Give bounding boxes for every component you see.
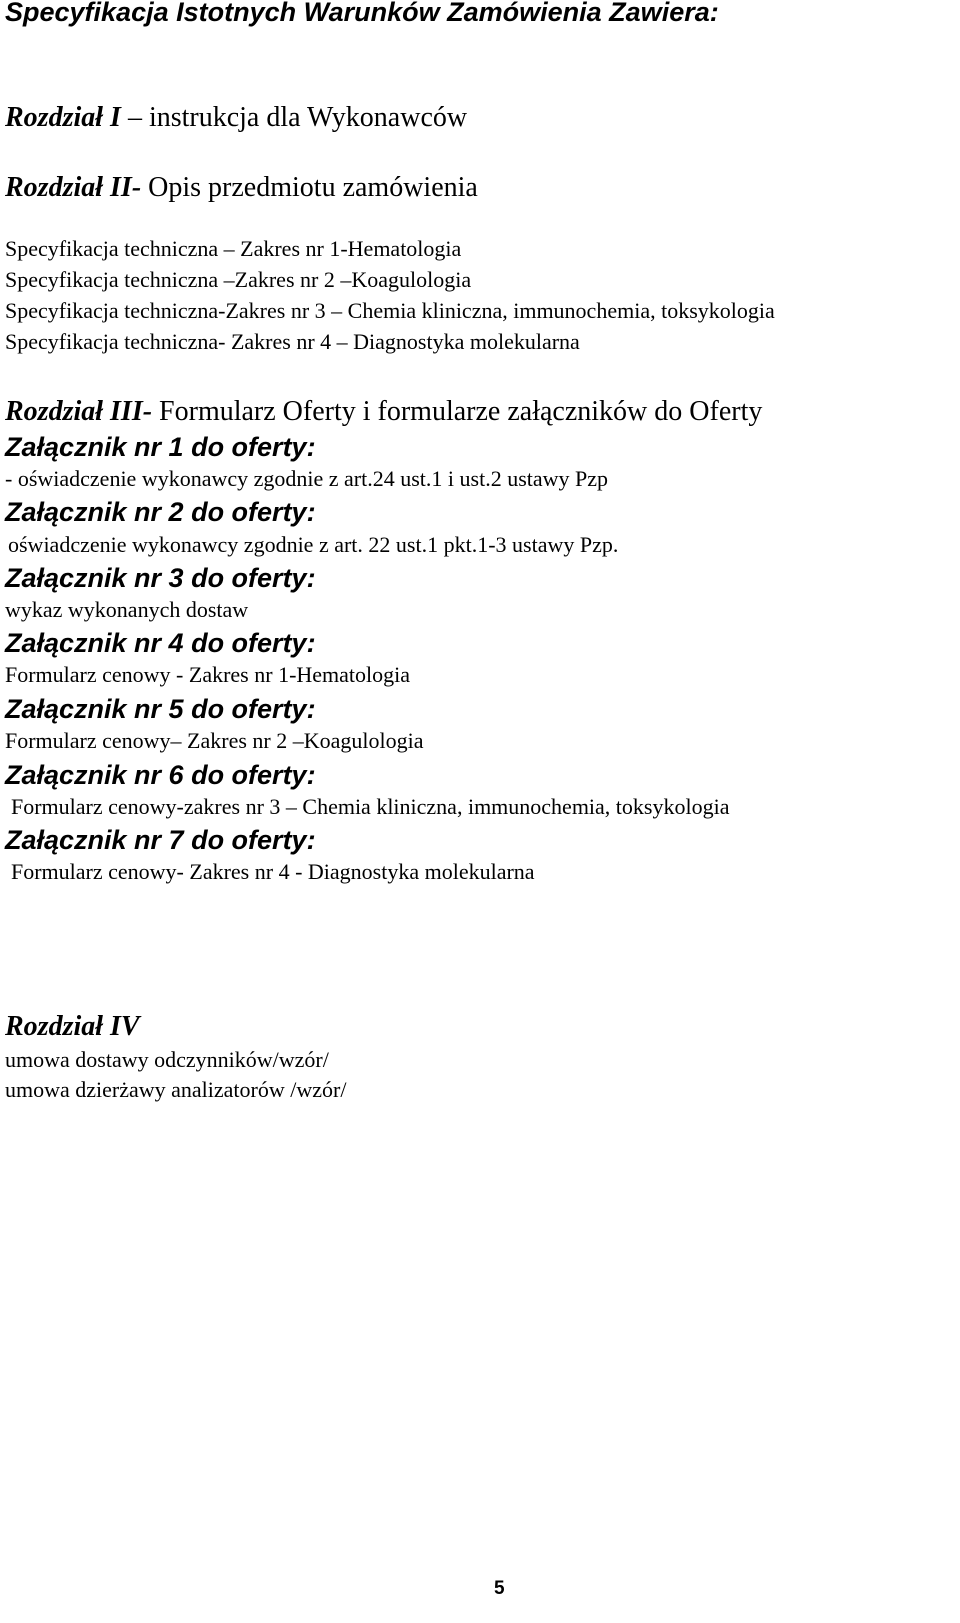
attachment-3-desc: wykaz wykonanych dostaw	[5, 597, 249, 622]
page-number: 5	[494, 1578, 505, 1599]
spec-item-4: Specyfikacja techniczna- Zakres nr 4 – Diagnostyka molekularna	[5, 329, 580, 354]
attachment-7-desc: Formularz cenowy- Zakres nr 4 - Diagnostyka molekularna	[11, 859, 535, 884]
spec-item-3: Specyfikacja techniczna-Zakres nr 3 – Chemia kliniczna, immunochemia, toksykologia	[5, 298, 775, 323]
chapter-2-text: Opis przedmiotu zamówienia	[141, 172, 478, 203]
attachment-4-heading: Załącznik nr 4 do oferty:	[5, 628, 316, 658]
attachment-5-heading: Załącznik nr 5 do oferty:	[5, 694, 316, 724]
chapter-2-label: Rozdział II-	[5, 172, 142, 203]
chapter-4-item-2: umowa dzierżawy analizatorów /wzór/	[5, 1077, 347, 1102]
attachment-2-heading: Załącznik nr 2 do oferty:	[5, 497, 316, 527]
document-title: Specyfikacja Istotnych Warunków Zamówienia Zawiera:	[5, 0, 719, 27]
attachment-3-heading: Załącznik nr 3 do oferty:	[5, 563, 316, 593]
chapter-2-heading	[5, 174, 478, 202]
chapter-4-item-1: umowa dostawy odczynników/wzór/	[5, 1047, 329, 1072]
attachment-1-heading: Załącznik nr 1 do oferty:	[5, 432, 316, 462]
attachment-6-desc: Formularz cenowy-zakres nr 3 – Chemia kliniczna, immunochemia, toksykologia	[11, 794, 730, 819]
attachment-5-desc: Formularz cenowy– Zakres nr 2 –Koagulologia	[5, 728, 424, 753]
attachment-7-heading: Załącznik nr 7 do oferty:	[5, 825, 316, 855]
attachment-6-heading: Załącznik nr 6 do oferty:	[5, 760, 316, 790]
chapter-4-heading: Rozdział IV	[5, 1011, 140, 1042]
spec-item-1: Specyfikacja techniczna – Zakres nr 1-Hematologia	[5, 236, 462, 261]
attachment-1-desc: - oświadczenie wykonawcy zgodnie z art.24 ust.1 i ust.2 ustawy Pzp	[5, 466, 609, 491]
chapter-3-heading	[5, 398, 762, 426]
chapter-3-label: Rozdział III-	[5, 396, 153, 427]
chapter-1-heading	[5, 104, 467, 132]
spec-item-2: Specyfikacja techniczna –Zakres nr 2 –Koagulologia	[5, 267, 472, 292]
attachment-4-desc: Formularz cenowy - Zakres nr 1-Hematologia	[5, 662, 411, 687]
chapter-1-text: – instrukcja dla Wykonawców	[120, 102, 468, 133]
attachment-2-desc: oświadczenie wykonawcy zgodnie z art. 22 ust.1 pkt.1-3 ustawy Pzp.	[8, 532, 619, 557]
chapter-3-text: Formularz Oferty i formularze załączników do Oferty	[152, 396, 763, 427]
chapter-1-label: Rozdział I	[5, 102, 121, 133]
